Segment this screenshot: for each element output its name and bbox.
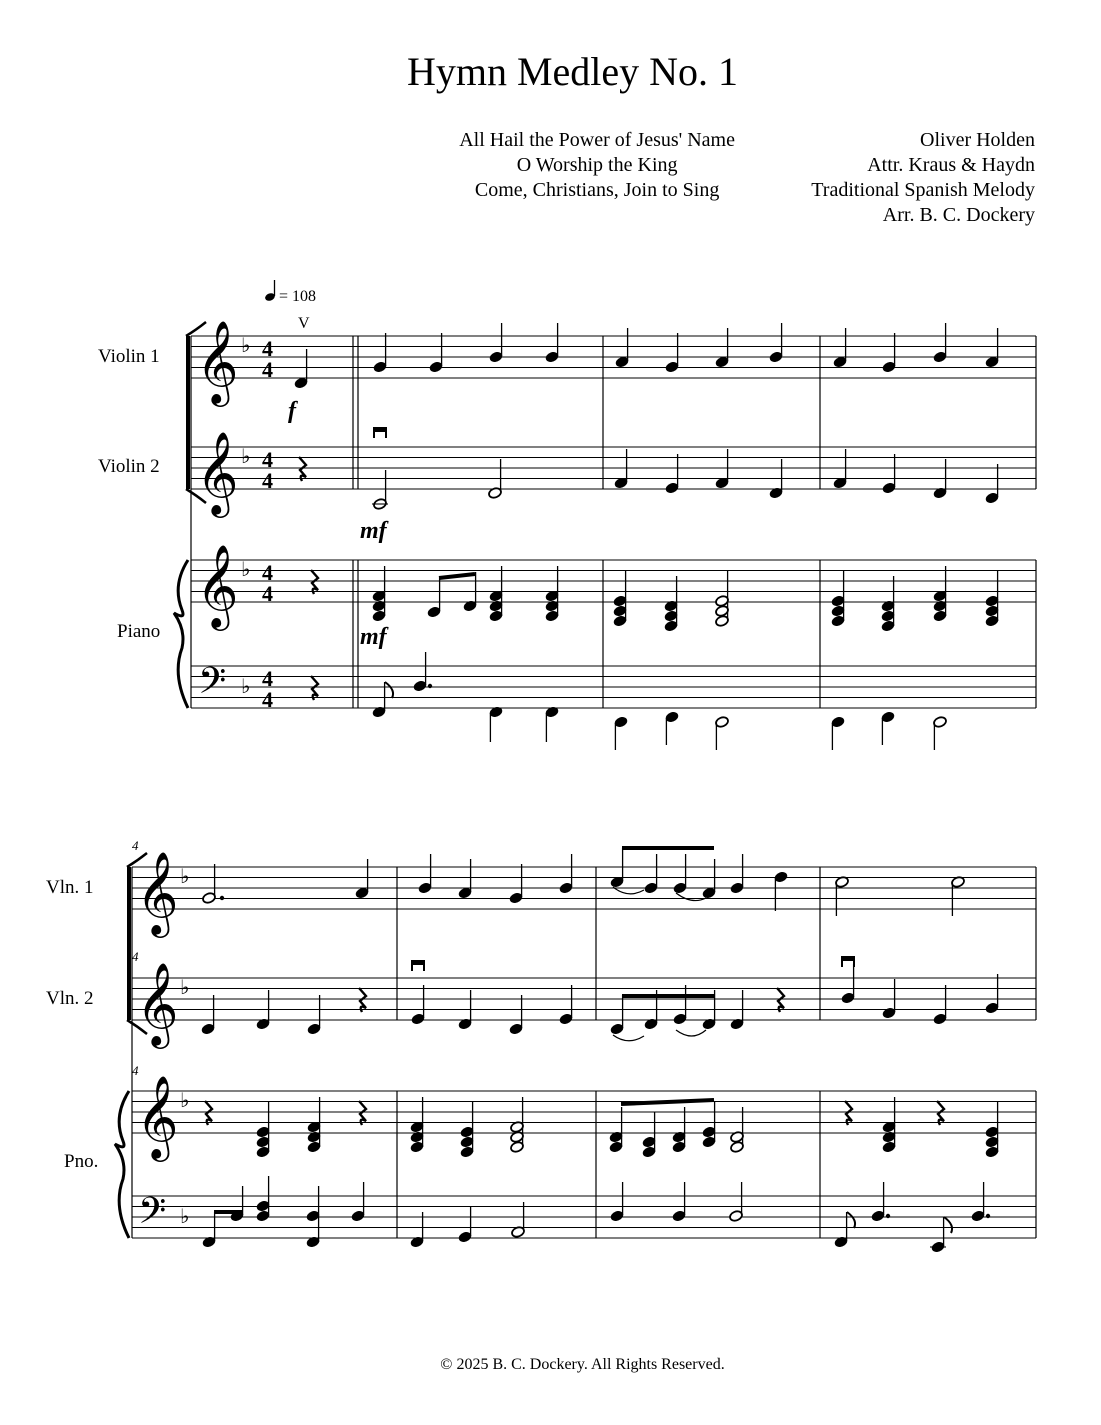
- time-signature: 4: [262, 687, 273, 712]
- treble-clef: 𝄞: [196, 430, 239, 514]
- bass-clef: 𝄢: [138, 1190, 167, 1241]
- bass-clef: 𝄢: [198, 660, 227, 711]
- composer-line: Traditional Spanish Melody: [811, 179, 1035, 201]
- dot: [220, 896, 224, 900]
- treble-clef: 𝄞: [136, 850, 179, 934]
- slur: [613, 1035, 644, 1041]
- beam: [439, 574, 475, 578]
- key-flat: ♭: [241, 557, 251, 581]
- piano-brace: [174, 560, 188, 708]
- staff-label-piano: Pno.: [64, 1151, 99, 1172]
- subtitle-line: All Hail the Power of Jesus' Name: [459, 129, 735, 151]
- dot: [428, 684, 432, 688]
- subtitle-line: Come, Christians, Join to Sing: [474, 179, 720, 201]
- down-bow-mark: [842, 957, 854, 961]
- quarter-rest: [205, 1101, 212, 1125]
- time-signature: 4: [262, 581, 273, 606]
- dot: [886, 1214, 890, 1218]
- time-signature: 4: [262, 357, 273, 382]
- quarter-rest: [359, 988, 366, 1012]
- down-bow-mark: [374, 428, 386, 432]
- down-bow-mark: [412, 961, 424, 965]
- staff-label-piano: Piano: [117, 621, 161, 642]
- composer-line: Attr. Kraus & Haydn: [867, 154, 1035, 176]
- dynamic-mf: mf: [360, 518, 387, 544]
- up-bow-mark: V: [298, 315, 310, 332]
- quarter-rest: [299, 457, 306, 481]
- staff-label-violin2: Violin 2: [98, 456, 160, 477]
- eighth-flag: [944, 1217, 952, 1233]
- measure-number: 4: [132, 838, 139, 853]
- treble-clef: 𝄞: [196, 319, 239, 403]
- time-signature: 4: [262, 468, 273, 493]
- staff-label-violin1: Violin 1: [98, 346, 160, 367]
- piano-brace: [115, 1091, 129, 1238]
- staff-label-violin1: Vln. 1: [46, 877, 94, 898]
- subtitle-line: O Worship the King: [516, 154, 678, 176]
- score-title: Hymn Medley No. 1: [406, 49, 739, 94]
- key-flat: ♭: [241, 333, 251, 357]
- composer-line: Oliver Holden: [920, 129, 1035, 151]
- time-signature: 4: [262, 447, 273, 472]
- key-flat: ♭: [241, 674, 251, 698]
- key-flat: ♭: [180, 1088, 190, 1112]
- slur: [676, 893, 706, 901]
- tempo-marking: [264, 280, 316, 305]
- time-signature: 4: [262, 336, 273, 361]
- staff-label-violin2: Vln. 2: [46, 988, 94, 1009]
- key-flat: ♭: [241, 444, 251, 468]
- key-flat: ♭: [180, 975, 190, 999]
- treble-clef: 𝄞: [136, 1074, 179, 1158]
- dynamic-mf: mf: [360, 624, 387, 650]
- measure-number: 4: [132, 1063, 139, 1078]
- measure-number: 4: [132, 949, 139, 964]
- svg-text:= 108: = 108: [279, 288, 317, 305]
- eighth-flag: [385, 682, 393, 698]
- quarter-rest: [311, 676, 318, 700]
- quarter-rest: [937, 1101, 944, 1125]
- treble-clef: 𝄞: [196, 543, 239, 627]
- dot: [986, 1214, 990, 1218]
- slur: [676, 1030, 706, 1036]
- quarter-rest: [777, 988, 784, 1012]
- beam: [621, 1100, 714, 1104]
- quarter-rest: [845, 1101, 852, 1125]
- notation-layer: [115, 319, 1036, 1253]
- treble-clef: 𝄞: [136, 961, 179, 1045]
- key-flat: ♭: [180, 864, 190, 888]
- key-flat: ♭: [180, 1204, 190, 1228]
- quarter-rest: [311, 570, 318, 594]
- eighth-flag: [847, 1212, 855, 1228]
- copyright-footer: © 2025 B. C. Dockery. All Rights Reserved.: [440, 1356, 725, 1373]
- time-signature: 4: [262, 666, 273, 691]
- dynamic-f: f: [288, 398, 296, 424]
- time-signature: 4: [262, 560, 273, 585]
- quarter-rest: [359, 1101, 366, 1125]
- composer-line: Arr. B. C. Dockery: [882, 204, 1035, 226]
